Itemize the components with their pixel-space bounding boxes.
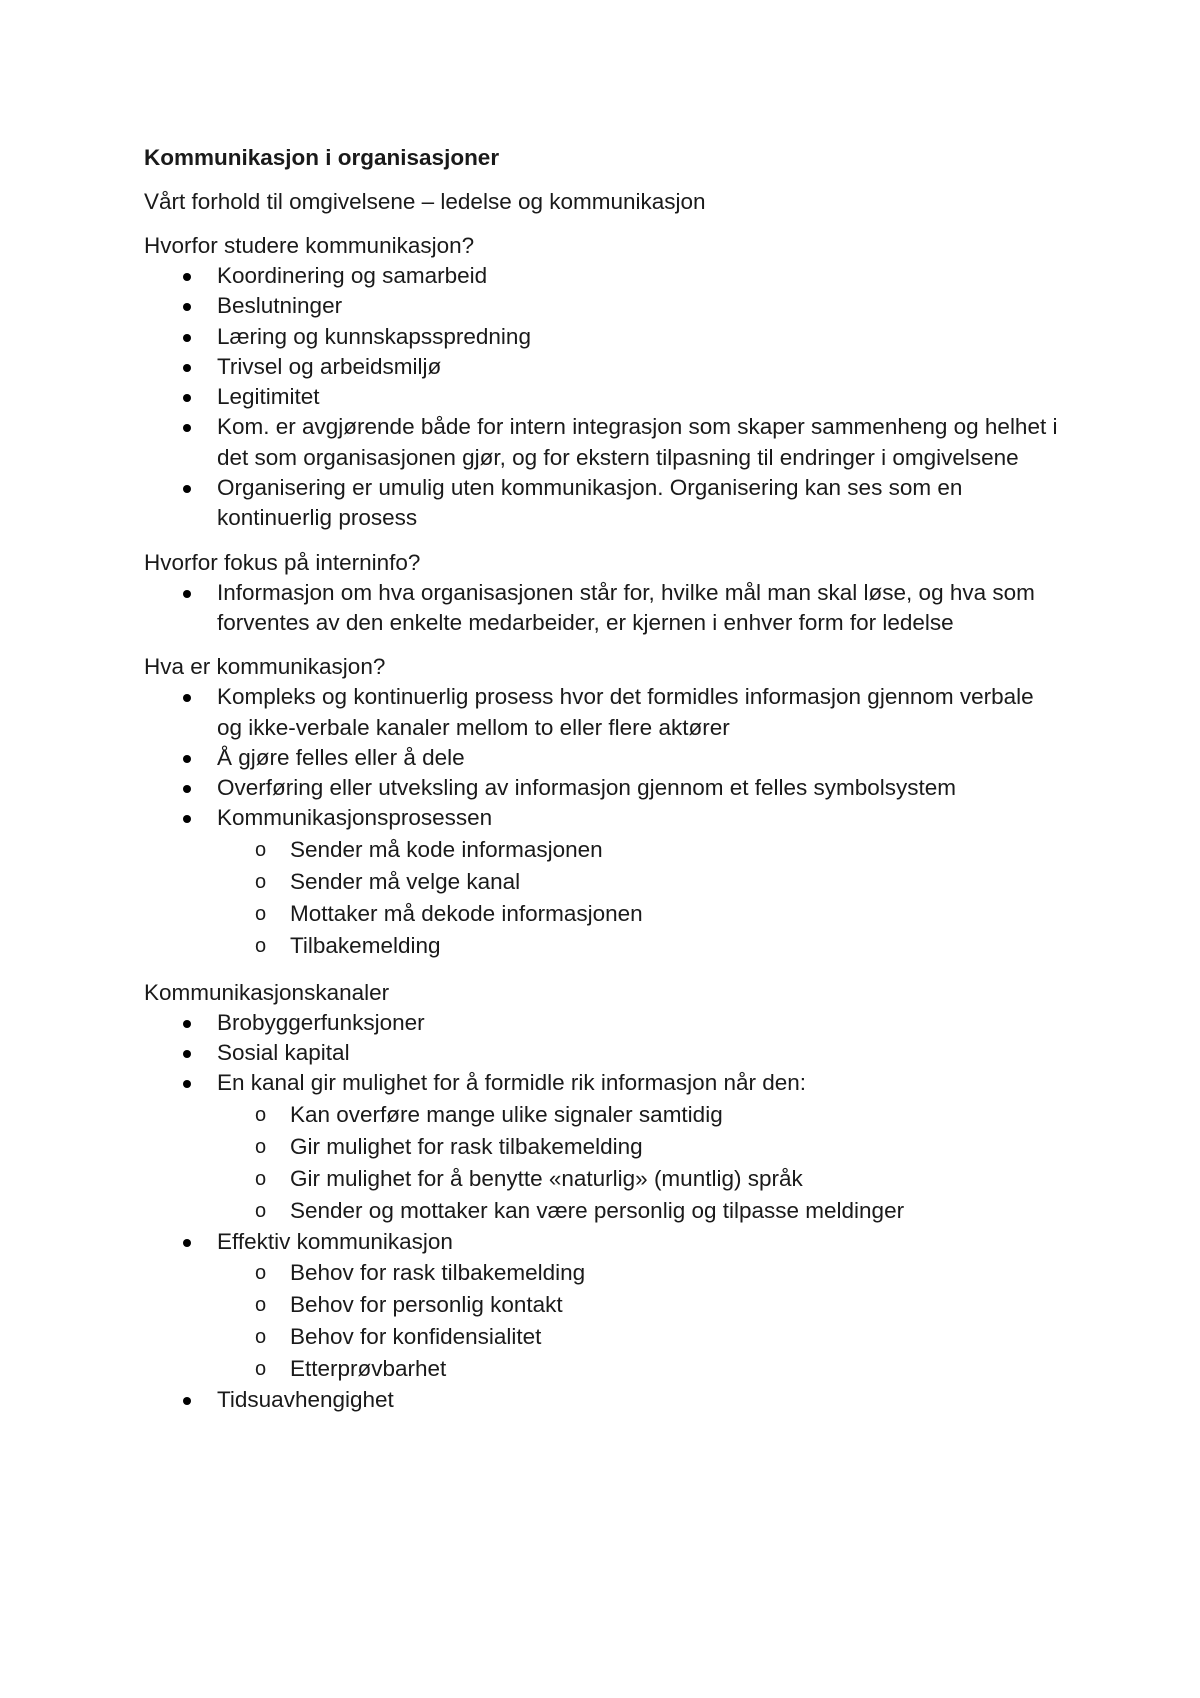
list-item: Trivsel og arbeidsmiljø <box>144 352 1064 382</box>
sub-bullet-list <box>217 1099 1064 1227</box>
sub-list-item: o Etterprøvbarhet <box>217 1353 1064 1385</box>
sub-list-item: o Mottaker må dekode informasjonen <box>217 898 1064 930</box>
sub-list-item: o Behov for personlig kontakt <box>217 1289 1064 1321</box>
document-title: Kommunikasjon i organisasjoner <box>144 145 500 170</box>
list-item: Læring og kunnskapsspredning <box>144 322 1064 352</box>
list-item: Kommunikasjonsprosessen o Sender må kode informasjonen o Sender må velge kanal o Mottaker må dekode informasjonen o Tilbakemelding <box>144 803 1064 961</box>
bullet-list <box>144 261 1064 534</box>
sub-list-item: o Sender må kode informasjonen <box>217 834 1064 866</box>
sub-list-item: o Kan overføre mange ulike signaler samtidig <box>217 1099 1064 1131</box>
bullet-list <box>144 578 1064 639</box>
bullet-icon <box>183 424 191 432</box>
list-item: Å gjøre felles eller å dele <box>144 743 1064 773</box>
bullet-icon <box>183 485 191 493</box>
list-item: Beslutninger <box>144 291 1064 321</box>
circle-bullet-icon: o <box>255 1103 267 1126</box>
circle-bullet-icon: o <box>255 902 267 925</box>
list-item: Koordinering og samarbeid <box>144 261 1064 291</box>
bullet-list <box>144 1008 1064 1415</box>
bullet-icon <box>183 1397 191 1405</box>
section-heading: Kommunikasjonskanaler <box>144 979 390 1005</box>
sub-list-item: o Tilbakemelding <box>217 930 1064 962</box>
list-item: Kom. er avgjørende både for intern integrasjon som skaper sammenheng og helhet i det som organisasjonen gjør, og for ekstern tilpasning til endringer i omgivelsene <box>144 412 1064 473</box>
circle-bullet-icon: o <box>255 1293 267 1316</box>
bullet-icon <box>183 694 191 702</box>
sub-list-item: o Behov for rask tilbakemelding <box>217 1257 1064 1289</box>
bullet-icon <box>183 1080 191 1088</box>
sub-list-item: o Behov for konfidensialitet <box>217 1321 1064 1353</box>
bullet-icon <box>183 1020 191 1028</box>
bullet-icon <box>183 755 191 763</box>
bullet-icon <box>183 785 191 793</box>
list-item: Tidsuavhengighet <box>144 1385 1064 1415</box>
list-item: Effektiv kommunikasjon o Behov for rask tilbakemelding o Behov for personlig kontakt o Behov for konfidensialitet o Etterprøvbarhet <box>144 1227 1064 1385</box>
sub-list-item: o Sender og mottaker kan være personlig og tilpasse meldinger <box>217 1195 1064 1227</box>
bullet-icon <box>183 1239 191 1247</box>
circle-bullet-icon: o <box>255 1199 267 1222</box>
bullet-icon <box>183 273 191 281</box>
bullet-icon <box>183 303 191 311</box>
bullet-icon <box>183 394 191 402</box>
list-item: Informasjon om hva organisasjonen står for, hvilke mål man skal løse, og hva som forventes av den enkelte medarbeider, er kjernen i enhver form for ledelse <box>144 578 1064 639</box>
list-item: En kanal gir mulighet for å formidle rik informasjon når den: o Kan overføre mange ulike signaler samtidig o Gir mulighet for rask tilbakemelding o Gir mulighet for å benytte «naturlig» (muntlig) språk o Sender og mottaker kan være personlig og tilpasse meldinger <box>144 1068 1064 1226</box>
circle-bullet-icon: o <box>255 1261 267 1284</box>
sub-list-item: o Gir mulighet for rask tilbakemelding <box>217 1131 1064 1163</box>
circle-bullet-icon: o <box>255 838 267 861</box>
section-heading: Hvorfor studere kommunikasjon? <box>144 233 475 258</box>
circle-bullet-icon: o <box>255 1325 267 1348</box>
bullet-icon <box>183 815 191 823</box>
list-item: Sosial kapital <box>144 1038 1064 1068</box>
list-item: Overføring eller utveksling av informasjon gjennom et felles symbolsystem <box>144 773 1064 803</box>
circle-bullet-icon: o <box>255 934 267 957</box>
document-subtitle: Vårt forhold til omgivelsene – ledelse og kommunikasjon <box>144 189 706 214</box>
section-heading: Hva er kommunikasjon? <box>144 654 386 680</box>
bullet-icon <box>183 334 191 342</box>
bullet-icon <box>183 1050 191 1058</box>
circle-bullet-icon: o <box>255 1167 267 1190</box>
list-item: Organisering er umulig uten kommunikasjon. Organisering kan ses som en kontinuerlig prosess <box>144 473 1064 534</box>
list-item: Kompleks og kontinuerlig prosess hvor det formidles informasjon gjennom verbale og ikke-verbale kanaler mellom to eller flere aktører <box>144 682 1064 743</box>
sub-list-item: o Sender må velge kanal <box>217 866 1064 898</box>
sub-bullet-list <box>217 1257 1064 1385</box>
sub-bullet-list <box>217 834 1064 962</box>
sub-list-item: o Gir mulighet for å benytte «naturlig» (muntlig) språk <box>217 1163 1064 1195</box>
circle-bullet-icon: o <box>255 1135 267 1158</box>
circle-bullet-icon: o <box>255 870 267 893</box>
bullet-list <box>144 682 1064 961</box>
bullet-icon <box>183 364 191 372</box>
bullet-icon <box>183 590 191 598</box>
section-heading: Hvorfor fokus på interninfo? <box>144 549 421 575</box>
circle-bullet-icon: o <box>255 1357 267 1380</box>
list-item: Legitimitet <box>144 382 1064 412</box>
list-item: Brobyggerfunksjoner <box>144 1008 1064 1038</box>
document-page <box>144 143 1064 1415</box>
